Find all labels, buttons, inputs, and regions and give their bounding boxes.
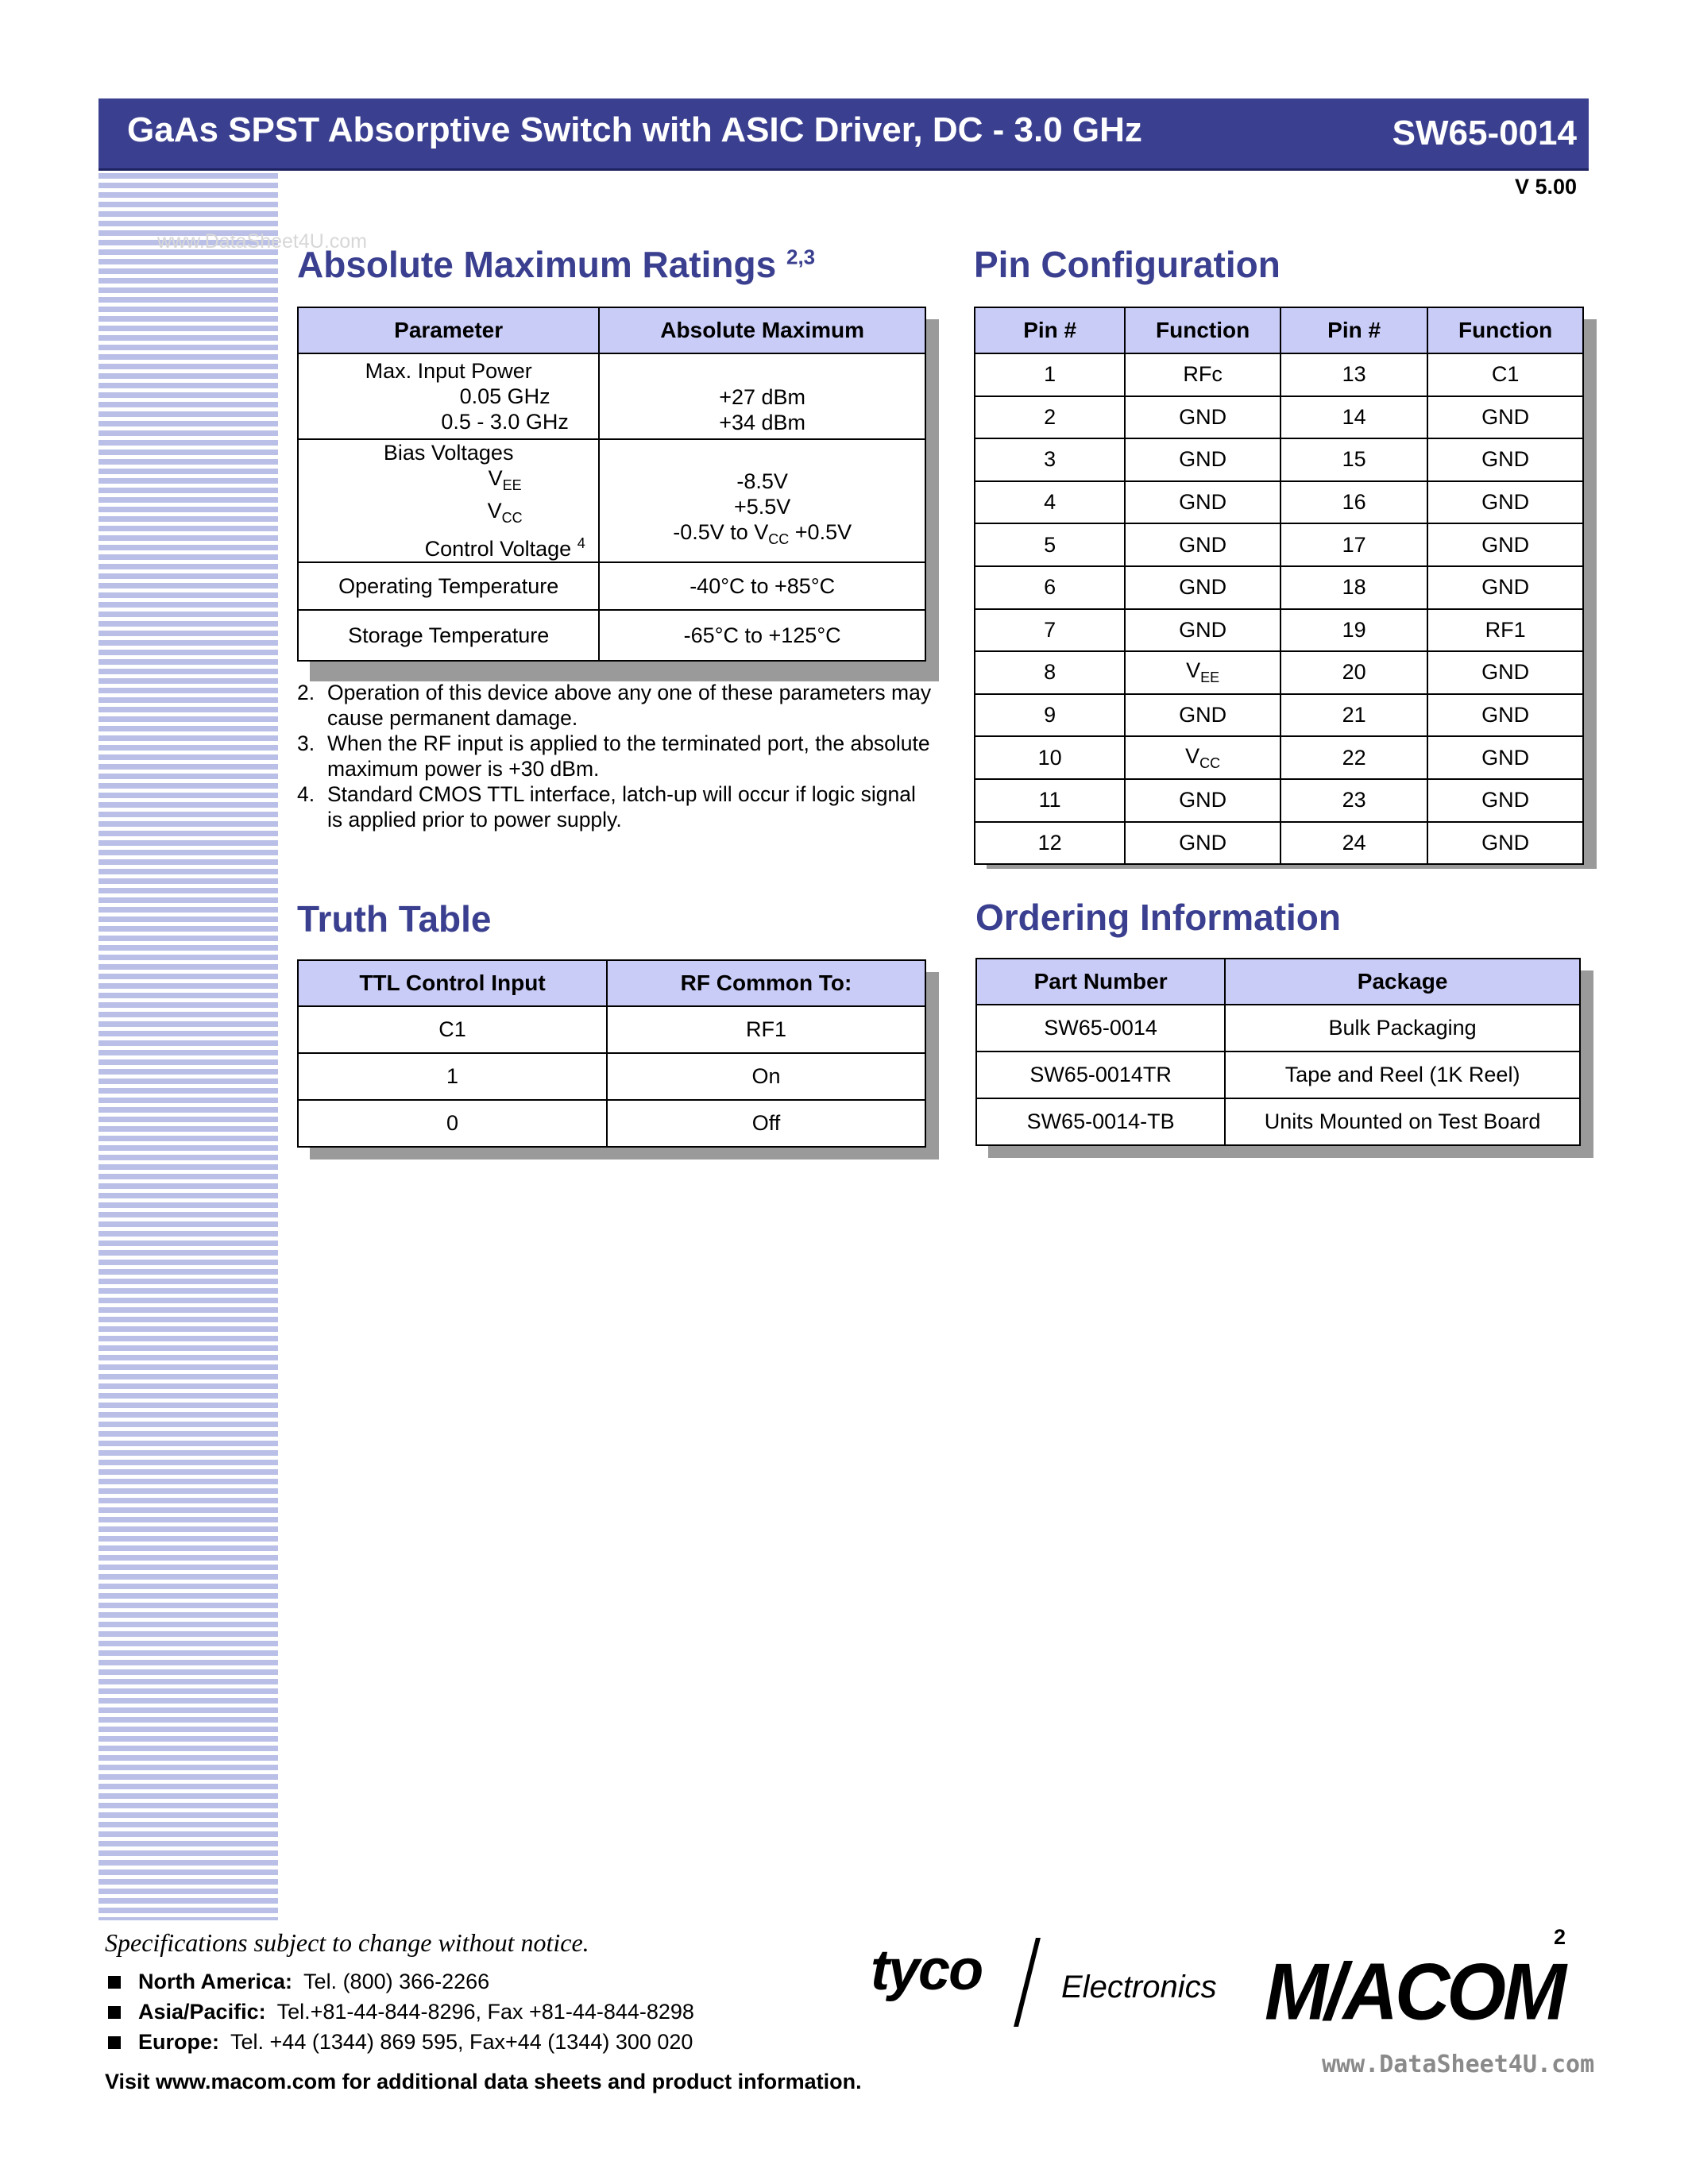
table-row <box>298 562 925 610</box>
input-power-line1: 0.05 GHz <box>459 384 550 408</box>
ttl-control-value: C1 <box>298 1006 607 1053</box>
rf-common-header: RF Common To: <box>607 960 925 1006</box>
input-power-val1: +27 dBm <box>719 385 806 409</box>
vee-value: -8.5V <box>736 469 788 493</box>
abs-max-title-sup: 2,3 <box>786 245 816 269</box>
abs-max-title <box>297 243 815 286</box>
input-power-label: Max. Input Power <box>365 359 532 383</box>
contact-region: North America: <box>138 1970 293 1993</box>
watermark-top: www.DataSheet4U.com <box>157 230 368 253</box>
table-row <box>976 1005 1580 1051</box>
ordering-table <box>975 958 1581 1146</box>
function-header-1: Function <box>1125 307 1280 353</box>
note-item: 3. When the RF input is applied to the terminated port, the absolute maximum power is +30 dBm. <box>297 731 933 781</box>
pin-function: GND <box>1427 438 1583 481</box>
pin-header-2: Pin # <box>1280 307 1427 353</box>
part-number-value: SW65-0014 <box>976 1005 1225 1051</box>
table-row <box>975 694 1583 737</box>
side-stripe-decoration <box>98 173 278 1920</box>
pin-function: GND <box>1427 651 1583 694</box>
bias-values <box>599 439 925 562</box>
table-row <box>975 438 1583 481</box>
ordering-title: Ordering Information <box>975 897 1341 938</box>
pin-number: 22 <box>1280 736 1427 779</box>
table-row <box>298 1100 925 1147</box>
contact-region: Europe: <box>138 2030 220 2054</box>
bullet-icon <box>108 2006 121 2019</box>
bias-label: Bias Voltages <box>383 441 514 465</box>
pin-function: GND <box>1125 523 1280 566</box>
part-number-value: SW65-0014-TB <box>976 1098 1225 1145</box>
pin-function: GND <box>1125 694 1280 737</box>
contact-europe <box>108 2030 693 2055</box>
input-power-line2: 0.5 - 3.0 GHz <box>441 410 569 434</box>
abs-max-title-text: Absolute Maximum Ratings <box>297 244 777 285</box>
pin-number: 4 <box>975 481 1125 524</box>
pin-function: GND <box>1427 566 1583 609</box>
table-row <box>298 610 925 661</box>
storage-temp-label: Storage Temperature <box>298 610 599 661</box>
ordering-table-wrap <box>975 958 1581 1145</box>
package-value: Bulk Packaging <box>1225 1005 1580 1051</box>
page-number: 2 <box>1554 1925 1566 1949</box>
pin-function: GND <box>1125 609 1280 652</box>
pin-header-1: Pin # <box>975 307 1125 353</box>
table-row <box>298 353 925 439</box>
package-value: Units Mounted on Test Board <box>1225 1098 1580 1145</box>
input-power-values <box>599 353 925 439</box>
pin-config-rows <box>975 353 1583 864</box>
contact-asia-pacific <box>108 2000 694 2024</box>
abs-max-table-wrap <box>297 307 926 669</box>
pin-function: GND <box>1125 779 1280 822</box>
pin-function: GND <box>1125 566 1280 609</box>
part-number-value: SW65-0014TR <box>976 1051 1225 1098</box>
vee-label: $V_{EE}$ <box>488 466 522 493</box>
bullet-icon <box>108 1976 121 1989</box>
pin-function: GND <box>1427 736 1583 779</box>
bias-param <box>298 439 599 562</box>
spec-notice: Specifications subject to change without notice. <box>105 1928 589 1957</box>
table-row <box>975 523 1583 566</box>
table-row <box>975 651 1583 694</box>
pin-function: GND <box>1125 481 1280 524</box>
pin-number: 6 <box>975 566 1125 609</box>
truth-table <box>297 959 926 1148</box>
pin-function: GND <box>1125 438 1280 481</box>
tyco-logo: tyco <box>871 1939 983 2002</box>
pin-config-table <box>974 307 1584 865</box>
contact-north-america <box>108 1970 489 1994</box>
pin-number: 24 <box>1280 822 1427 865</box>
input-power-param <box>298 353 599 439</box>
contact-details: Tel. +44 (1344) 869 595, Fax+44 (1344) 300 020 <box>230 2030 693 2054</box>
vcc-label: $V_{CC}$ <box>487 499 523 526</box>
macom-logo: M/ACOM <box>1265 1947 1563 2037</box>
table-row <box>975 822 1583 865</box>
note-text: Standard CMOS TTL interface, latch-up will occur if logic signal is applied prior to power supply. <box>327 782 916 832</box>
pin-number: 16 <box>1280 481 1427 524</box>
notes-list <box>297 680 933 832</box>
table-row <box>298 1006 925 1053</box>
abs-max-header-parameter: Parameter <box>298 307 599 353</box>
pin-function: C1 <box>1427 353 1583 396</box>
table-row <box>298 1053 925 1100</box>
pin-number: 12 <box>975 822 1125 865</box>
contact-details: Tel.+81-44-844-8296, Fax +81-44-844-8298 <box>276 2000 694 2024</box>
part-number-header: Part Number <box>976 959 1225 1005</box>
pin-number: 8 <box>975 651 1125 694</box>
watermark-bottom: www.DataSheet4U.com <box>1322 2051 1595 2078</box>
pin-number: 3 <box>975 438 1125 481</box>
table-row <box>975 481 1583 524</box>
electronics-logo: Electronics <box>1061 1970 1217 2005</box>
logo-divider <box>1014 1938 1041 2027</box>
version-label: V 5.00 <box>1514 175 1577 199</box>
op-temp-label: Operating Temperature <box>298 562 599 610</box>
table-row <box>975 736 1583 779</box>
table-row <box>975 353 1583 396</box>
pin-function: $V_{EE}$ <box>1125 651 1280 694</box>
pin-function: GND <box>1125 822 1280 865</box>
table-row <box>298 439 925 562</box>
pin-number: 23 <box>1280 779 1427 822</box>
truth-table-title: Truth Table <box>297 898 492 940</box>
truth-table-rows <box>298 1006 925 1147</box>
rf-common-value: On <box>607 1053 925 1100</box>
package-value: Tape and Reel (1K Reel) <box>1225 1051 1580 1098</box>
pin-number: 9 <box>975 694 1125 737</box>
bullet-icon <box>108 2036 121 2049</box>
ttl-control-value: 0 <box>298 1100 607 1147</box>
rf-common-value: Off <box>607 1100 925 1147</box>
ttl-control-value: 1 <box>298 1053 607 1100</box>
note-item: 4. Standard CMOS TTL interface, latch-up will occur if logic signal is applied prior to power supply. <box>297 781 933 832</box>
pin-number: 20 <box>1280 651 1427 694</box>
pin-function: GND <box>1427 822 1583 865</box>
table-row <box>975 609 1583 652</box>
pin-config-table-wrap <box>974 307 1584 856</box>
pin-number: 13 <box>1280 353 1427 396</box>
note-text: Operation of this device above any one of these parameters may cause permanent damage. <box>327 681 932 730</box>
pin-function: GND <box>1427 523 1583 566</box>
control-voltage-value: -0.5V to $V_{CC} +0.5V$ <box>673 520 852 547</box>
pin-function: GND <box>1427 779 1583 822</box>
contact-region: Asia/Pacific: <box>138 2000 266 2024</box>
abs-max-header-value: Absolute Maximum <box>599 307 925 353</box>
pin-number: 10 <box>975 736 1125 779</box>
pin-number: 11 <box>975 779 1125 822</box>
table-row <box>975 396 1583 439</box>
ttl-control-header: TTL Control Input <box>298 960 607 1006</box>
pin-number: 21 <box>1280 694 1427 737</box>
table-row <box>976 1098 1580 1145</box>
note-item: 2. Operation of this device above any one of these parameters may cause permanent damage. <box>297 681 932 730</box>
pin-function: GND <box>1427 481 1583 524</box>
part-number: SW65-0014 <box>1392 114 1577 152</box>
note-text: When the RF input is applied to the terminated port, the absolute maximum power is +30 dBm. <box>327 731 930 781</box>
table-row <box>976 1051 1580 1098</box>
control-voltage-label: Control Voltage $^4$ <box>424 535 585 561</box>
ordering-rows <box>976 1005 1580 1145</box>
pin-function: $V_{CC}$ <box>1125 736 1280 779</box>
table-row <box>975 779 1583 822</box>
rf-common-value: RF1 <box>607 1006 925 1053</box>
document-title: GaAs SPST Absorptive Switch with ASIC Driver, DC - 3.0 GHz <box>127 110 1142 149</box>
table-row <box>975 566 1583 609</box>
pin-function: GND <box>1427 694 1583 737</box>
pin-number: 5 <box>975 523 1125 566</box>
vcc-value: +5.5V <box>734 495 791 519</box>
pin-function: GND <box>1427 396 1583 439</box>
pin-function: RF1 <box>1427 609 1583 652</box>
abs-max-table <box>297 307 926 662</box>
pin-number: 7 <box>975 609 1125 652</box>
pin-config-title: Pin Configuration <box>974 244 1280 285</box>
function-header-2: Function <box>1427 307 1583 353</box>
pin-number: 1 <box>975 353 1125 396</box>
pin-number: 2 <box>975 396 1125 439</box>
package-header: Package <box>1225 959 1580 1005</box>
storage-temp-value: -65°C to +125°C <box>599 610 925 661</box>
pin-function: GND <box>1125 396 1280 439</box>
pin-number: 14 <box>1280 396 1427 439</box>
pin-number: 17 <box>1280 523 1427 566</box>
truth-table-wrap <box>297 959 926 1147</box>
contact-details: Tel. (800) 366-2266 <box>303 1970 490 1993</box>
pin-number: 18 <box>1280 566 1427 609</box>
visit-website-text: Visit www.macom.com for additional data sheets and product information. <box>105 2070 862 2093</box>
pin-function: RFc <box>1125 353 1280 396</box>
pin-number: 15 <box>1280 438 1427 481</box>
pin-number: 19 <box>1280 609 1427 652</box>
input-power-val2: +34 dBm <box>719 411 806 434</box>
op-temp-value: -40°C to +85°C <box>599 562 925 610</box>
